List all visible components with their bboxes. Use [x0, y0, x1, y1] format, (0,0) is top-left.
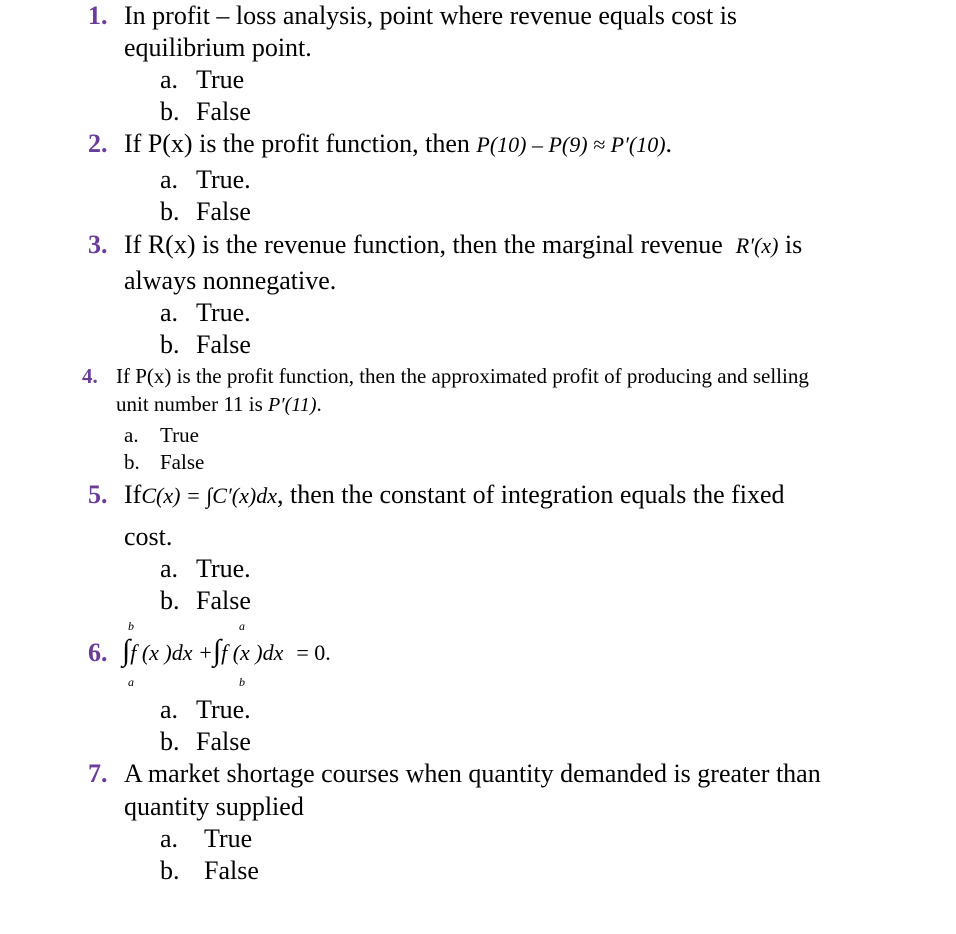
option-b[interactable] [160, 96, 251, 128]
question-number: 2. [88, 129, 108, 158]
question-text-line1 [124, 229, 802, 262]
option-letter: b. [160, 97, 180, 126]
math-expression: C(x) = ∫C′(x)dx [141, 483, 277, 508]
question-number: 4. [82, 364, 98, 388]
option-a[interactable] [160, 553, 251, 585]
option-letter: b. [124, 450, 140, 474]
option-letter: a. [160, 554, 179, 583]
option-text: False [160, 450, 205, 474]
question-number: 1. [88, 1, 108, 30]
math-expression: R′(x) [735, 233, 779, 258]
question-text: , then the constant of integration equals the fixed [276, 480, 785, 509]
option-letter: b. [160, 727, 180, 756]
question-text: If P(x) is the profit function, then [124, 129, 470, 158]
option-text: False [196, 727, 251, 756]
option-text: False [196, 197, 251, 226]
question-text-line2 [116, 390, 322, 419]
question-text: If R(x) is the revenue function, then the marginal revenue [124, 230, 723, 259]
option-letter: b. [160, 197, 180, 226]
question-text-start: If [124, 480, 142, 509]
option-a[interactable] [160, 694, 251, 726]
option-text: True. [196, 554, 251, 583]
question-text-line2: equilibrium point. [124, 33, 312, 62]
option-text: False [196, 586, 251, 615]
option-b[interactable] [160, 855, 259, 887]
integral-upper-limit: a [239, 619, 245, 633]
question-number: 5. [88, 480, 108, 509]
option-letter: b. [160, 586, 180, 615]
option-a[interactable] [160, 823, 252, 855]
integral-lower-limit: a [128, 675, 134, 689]
option-text: True [196, 65, 245, 94]
option-text: True [160, 423, 199, 447]
option-text: True. [196, 298, 251, 327]
math-end: . [316, 392, 322, 416]
math-end: = 0. [296, 640, 331, 665]
option-a[interactable] [124, 421, 199, 449]
question-text-line2: cost. [124, 522, 173, 551]
option-b[interactable] [160, 196, 251, 228]
math-expression: P(10) – P(9) ≈ P′(10) [476, 132, 666, 157]
option-a[interactable] [160, 164, 251, 196]
option-text: True. [196, 695, 251, 724]
option-b[interactable] [160, 329, 251, 361]
option-letter: a. [160, 65, 179, 94]
option-text: False [204, 856, 259, 885]
math-expression: P′(11) [268, 394, 317, 416]
integral-upper-limit: b [128, 619, 134, 633]
option-letter: a. [160, 165, 179, 194]
question-text-line1: In profit – loss analysis, point where revenue equals cost is [124, 1, 738, 30]
option-text: True. [196, 165, 251, 194]
integral-expression [122, 635, 331, 669]
option-text: False [196, 330, 251, 359]
option-b[interactable] [124, 448, 204, 476]
option-text: True [204, 824, 253, 853]
option-a[interactable] [160, 64, 244, 96]
option-letter: a. [160, 695, 179, 724]
option-letter: b. [160, 856, 180, 885]
option-letter: b. [160, 330, 180, 359]
math-part-2: f (x )dx [221, 640, 284, 665]
question-text-end: is [784, 230, 803, 259]
question-text: unit number 11 is [116, 392, 263, 416]
option-b[interactable] [160, 726, 251, 758]
option-text: False [196, 97, 251, 126]
question-number: 3. [88, 230, 108, 259]
math-end: . [665, 129, 673, 158]
question-text-line1: If P(x) is the profit function, then the approximated profit of producing and selling [116, 364, 809, 388]
option-a[interactable] [160, 297, 251, 329]
question-text-line1 [124, 128, 672, 161]
question-text-line1 [124, 479, 785, 512]
option-letter: a. [124, 423, 139, 447]
question-text-line1: A market shortage courses when quantity demanded is greater than [124, 759, 821, 788]
integral-sign-icon: ∫ [212, 634, 222, 667]
integral-lower-limit: b [239, 675, 245, 689]
question-text-line2: always nonnegative. [124, 266, 337, 295]
question-number: 6. [88, 638, 108, 667]
question-number: 7. [88, 759, 108, 788]
math-part-1: f (x )dx + [130, 640, 213, 665]
option-letter: a. [160, 824, 179, 853]
integral-sign-icon: ∫ [122, 634, 131, 667]
option-b[interactable] [160, 585, 251, 617]
option-letter: a. [160, 298, 179, 327]
question-text-line2: quantity supplied [124, 792, 304, 821]
